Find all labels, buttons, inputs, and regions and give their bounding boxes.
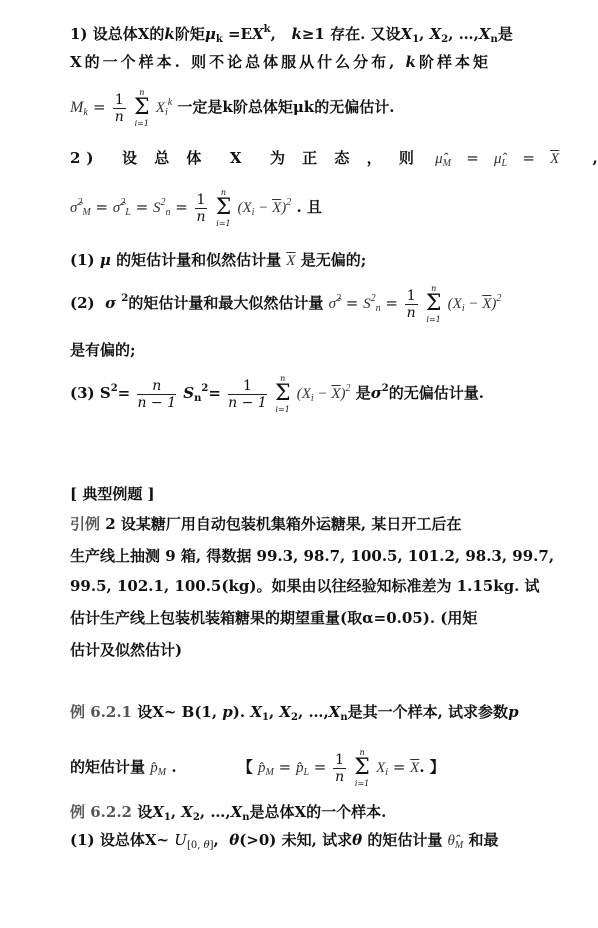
section2-line2: σ̂$^2_M$ = σ̂$^2_L$ = $S^2_n$ = $\frac{1}{n}$ n Σ i=1 $(X_i - \overline{X})^2$ . 且 bbox=[70, 188, 322, 228]
section2-item2: (2) σ $^2$的矩估计量和最大似然估计量 σ̂$^2$ = $S^2_n$ = $\frac{1}{n}$ n Σ i=1 $(X_i - \overline{X})^2$ bbox=[70, 284, 502, 324]
fraction-1-over-n: $\frac{1}{n}$ bbox=[114, 91, 124, 125]
section1-line1 bbox=[70, 20, 513, 50]
intro-example-line4: 估计生产线上包装机装箱糖果的期望重量(取α=0.05). (用矩 bbox=[70, 609, 478, 627]
example-622-line1: 例 6.2.2 设$X_1$, $X_2$, $\dots,X_n$是总体X的一个样本. bbox=[70, 803, 387, 823]
intro-example-line3: 99.5, 102.1, 100.5(kg)。如果由以往经验知标准差为 1.15kg. 试 bbox=[70, 577, 540, 595]
example-622-label: 例 6.2.2 bbox=[70, 803, 132, 821]
example-622-line2: (1) 设总体X~ $U_{[0, \theta]}$, θ(>0) 未知, 试求θ 的矩估计量 $\thetâ_M$ 和最 bbox=[70, 831, 499, 851]
examples-header: [ 典型例题 ] bbox=[70, 485, 155, 503]
answer-bracket-close: 】 bbox=[429, 758, 445, 776]
section2-item2-tail: 是有偏的; bbox=[70, 341, 136, 359]
section1-line3: $M_k$ = $\frac{1}{n}$ n Σ i=1 $X_i^k$ 一定是k阶总体矩μk的无偏估计. bbox=[70, 88, 395, 128]
section1-line3-text: 一定是k阶总体矩μk的无偏估计. bbox=[177, 98, 395, 116]
sum-symbol: n Σ i=1 bbox=[133, 88, 150, 128]
example-621-line2: 的矩估计量 $p̂_M$ . 【 $p̂_M$ = $p̂_L$ = $\frac{1}{n}$ n Σ i=1 $X_i = \overline{X}$. 】 bbox=[70, 748, 445, 788]
answer-bracket-open: 【 bbox=[237, 758, 253, 776]
section2-line1: 2) 设 总 体 X 为 正 态 ， 则 $\mû_M$ = $\mû_L = \overline{X}$ , bbox=[70, 149, 598, 169]
intro-example-label: 引例 bbox=[70, 515, 101, 533]
intro-example-line1 bbox=[70, 514, 461, 534]
section2-item3: (3) $S^2=$ $\frac{n}{n - 1}$ $S_n^2=$ $\frac{1}{n - 1}$ n Σ i=1 $(X_i - \overline{X})^2$ 是$\sigma^2$的无偏估计量. bbox=[70, 374, 484, 414]
example-621-line2-text: 的矩估计量 bbox=[70, 758, 146, 776]
s1-l1-a: 1) 设总体X的k阶矩$\mu_k =EX^k$, k≥1 存在. 又设$X_1$, $X_2$, $\dots,X_n$是 bbox=[70, 24, 513, 45]
example-621-label: 例 6.2.1 bbox=[70, 703, 132, 721]
example-621-line1: 例 6.2.1 设X~ B(1, p). $X_1$, $X_2$, $\dots,X_n$是其一个样本, 试求参数p bbox=[70, 703, 519, 723]
section1-line2: X的一个样本. 则不论总体服从什么分布, k阶样本矩 bbox=[70, 53, 491, 71]
intro-example-line1-text: 2 设某糖厂用自动包装机集箱外运糖果, 某日开工后在 bbox=[105, 515, 462, 533]
intro-example-line2: 生产线上抽测 9 箱, 得数据 99.3, 98.7, 100.5, 101.2, 98.3, 99.7, bbox=[70, 547, 555, 565]
section2-item1: (1) μ 的矩估计量和似然估计量 $\overline{X}$ 是无偏的; bbox=[70, 251, 367, 269]
section2-line2-tail: . 且 bbox=[296, 198, 322, 216]
example-622-line2-tail: 和最 bbox=[468, 831, 499, 849]
intro-example-line5: 估计及似然估计) bbox=[70, 641, 183, 659]
